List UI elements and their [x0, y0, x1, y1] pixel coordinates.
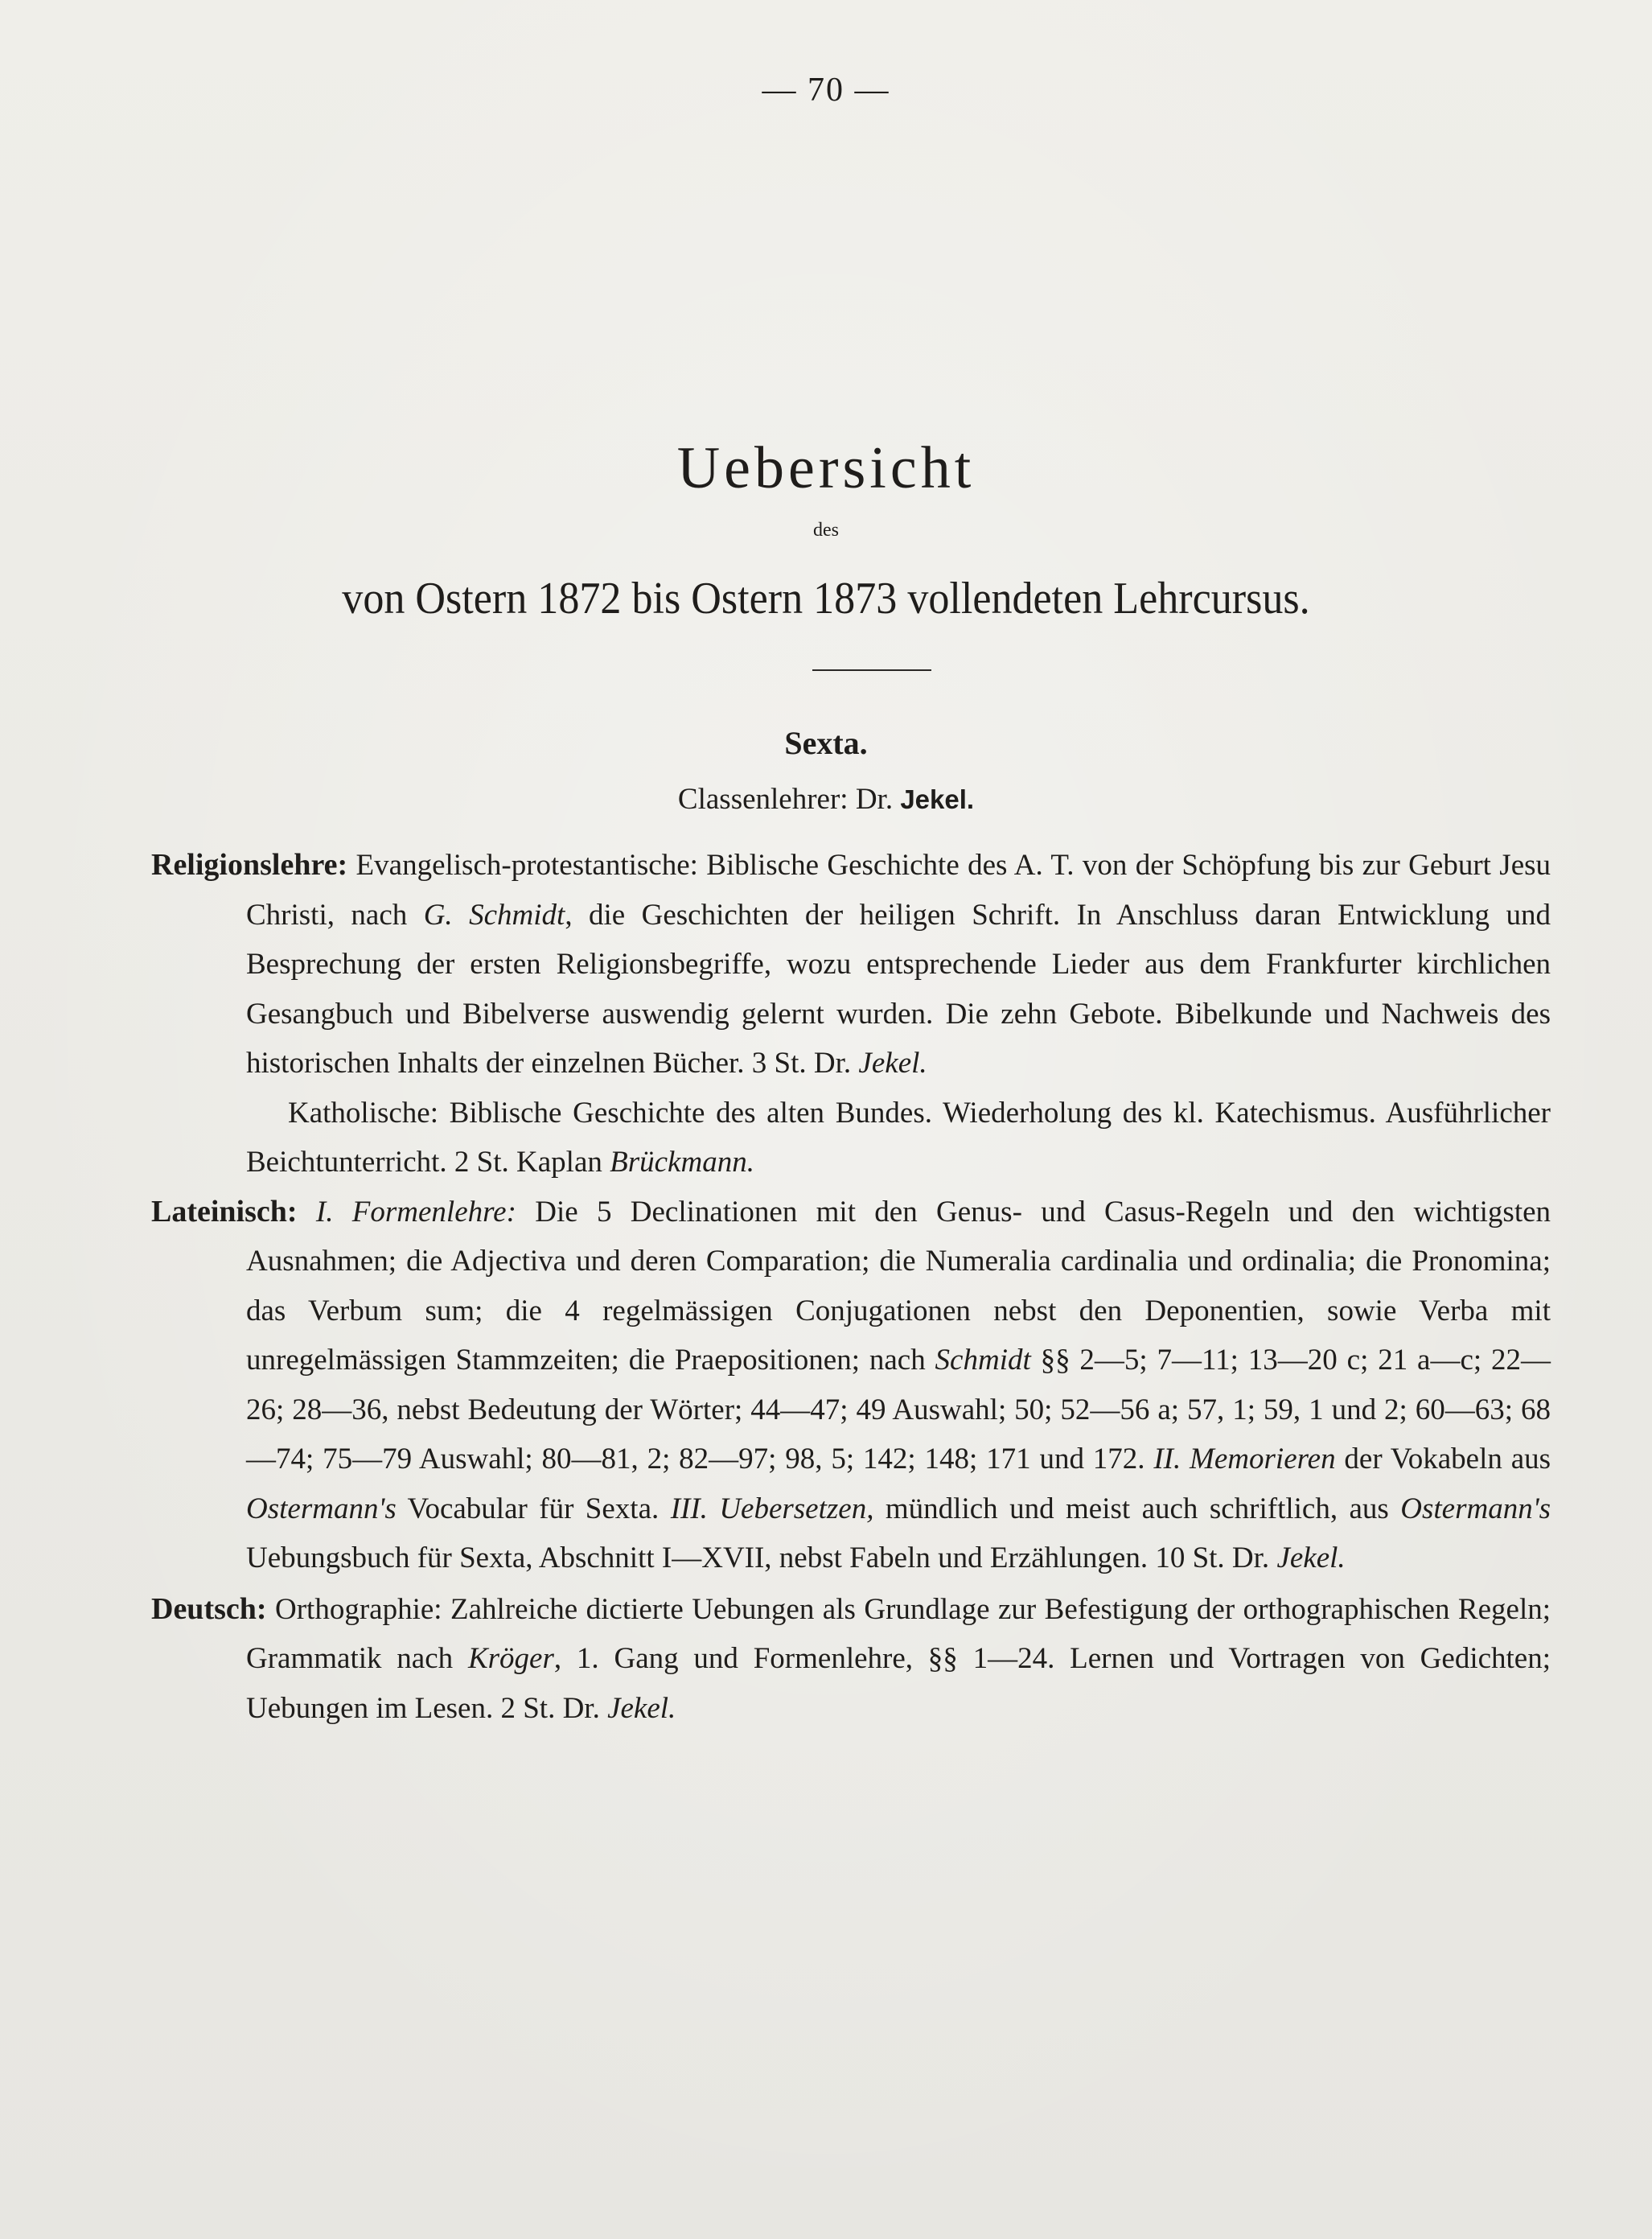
- latin-book-2: Ostermann's: [1400, 1492, 1551, 1525]
- latin-text-6: Uebungsbuch für Sexta, Abschnitt I—XVII, nebst Fabeln und Erzählungen. 10 St. Dr.: [246, 1541, 1270, 1574]
- religion-author: G. Schmidt: [423, 898, 565, 932]
- subject-label-latin: Lateinisch:: [151, 1194, 298, 1229]
- german-author: Kröger: [467, 1642, 554, 1675]
- religion-text-2: , die Geschichten der heiligen Schrift. In Anschluss daran Entwicklung und Besprechung der ersten Religionsbegriffe, wozu entsprechende Lieder aus dem Frankfurter kirchlichen Gesangbuch und Bibelverse auswendig gelernt wurden. Die zehn Gebote. Bibelkunde und Nachweis des historischen Inhalts der einzelnen Bücher. 3 St. Dr.: [246, 898, 1551, 1080]
- latin-book-1: Ostermann's: [246, 1492, 397, 1525]
- latin-part-2-heading: II. Memorieren: [1153, 1443, 1336, 1476]
- latin-text-4: Vocabular für Sexta.: [407, 1492, 660, 1525]
- page-number: — 70 —: [762, 72, 890, 109]
- class-teacher-name: Jekel.: [900, 784, 975, 814]
- class-teacher-label: Classenlehrer: Dr.: [677, 783, 894, 816]
- religion-teacher: Jekel.: [858, 1047, 927, 1080]
- latin-text-2: §§ 2—5; 7—11; 13—20 c; 21 a—c; 22—26; 28—36, nebst Bedeutung der Wörter; 44—47; 49 Auswahl; 50; 52—56 a; 57, 1; 59, 1 und 2; 60—63; 68—74; 75—79 Auswahl; 80—81, 2; 82—97; 98, 5; 142; 148; 171 und 172.: [246, 1344, 1551, 1476]
- latin-text-5: mündlich und meist auch schriftlich, aus: [885, 1492, 1389, 1525]
- german-teacher: Jekel.: [607, 1691, 676, 1725]
- subject-label-religion: Religionslehre:: [151, 848, 348, 882]
- religion-catholic-text: Katholische: Biblische Geschichte des alten Bundes. Wiederholung des kl. Katechismus. Ausführlicher Beichtunterricht. 2 St. Kaplan: [246, 1096, 1551, 1179]
- latin-part-1-heading: I. Formenlehre:: [315, 1195, 516, 1229]
- latin-part-3-heading: III. Uebersetzen,: [670, 1492, 874, 1525]
- subject-latin: [151, 1187, 1551, 1583]
- latin-text-1: Die 5 Declinationen mit den Genus- und Casus-Regeln und den wichtigsten Ausnahmen; die Adjectiva und deren Comparation; die Numeralia cardinalia und ordinalia; die Pronomina; das Verbum sum; die 4 regelmässigen Conjugationen nebst den Deponentien, sowie Verba mit unregelmässigen Stammzeiten; die Praepositionen; nach: [246, 1195, 1551, 1377]
- religion-text-1: Evangelisch-protestantische: Biblische Geschichte des A. T. von der Schöpfung bis zur Geburt Jesu Christi, nach: [246, 849, 1551, 932]
- german-text-1: Orthographie: Zahlreiche dictierte Uebungen als Grundlage zur Befestigung der orthographischen Regeln; Grammatik nach: [246, 1592, 1551, 1675]
- subject-german: [151, 1585, 1551, 1734]
- class-teacher-line: [0, 782, 1652, 817]
- german-text-2: , 1. Gang und Formenlehre, §§ 1—24. Lernen und Vortragen von Gedichten; Uebungen im Lesen. 2 St. Dr.: [246, 1642, 1551, 1725]
- subject-label-german: Deutsch:: [151, 1591, 267, 1626]
- latin-author: Schmidt: [935, 1344, 1031, 1377]
- latin-text-3: der Vokabeln aus: [1344, 1443, 1551, 1476]
- religion-catholic-teacher: Brückmann.: [610, 1146, 754, 1179]
- document-title: Uebersicht: [676, 435, 976, 501]
- subject-religion: [151, 841, 1551, 1089]
- curriculum-body: [151, 841, 1551, 1733]
- section-divider: [812, 669, 931, 671]
- class-heading: Sexta.: [784, 725, 868, 761]
- document-subtitle: von Ostern 1872 bis Ostern 1873 vollendeten Lehrcursus.: [342, 574, 1310, 624]
- title-connector: des: [813, 520, 839, 541]
- subject-religion-catholic: [151, 1089, 1551, 1187]
- latin-teacher: Jekel.: [1276, 1541, 1346, 1574]
